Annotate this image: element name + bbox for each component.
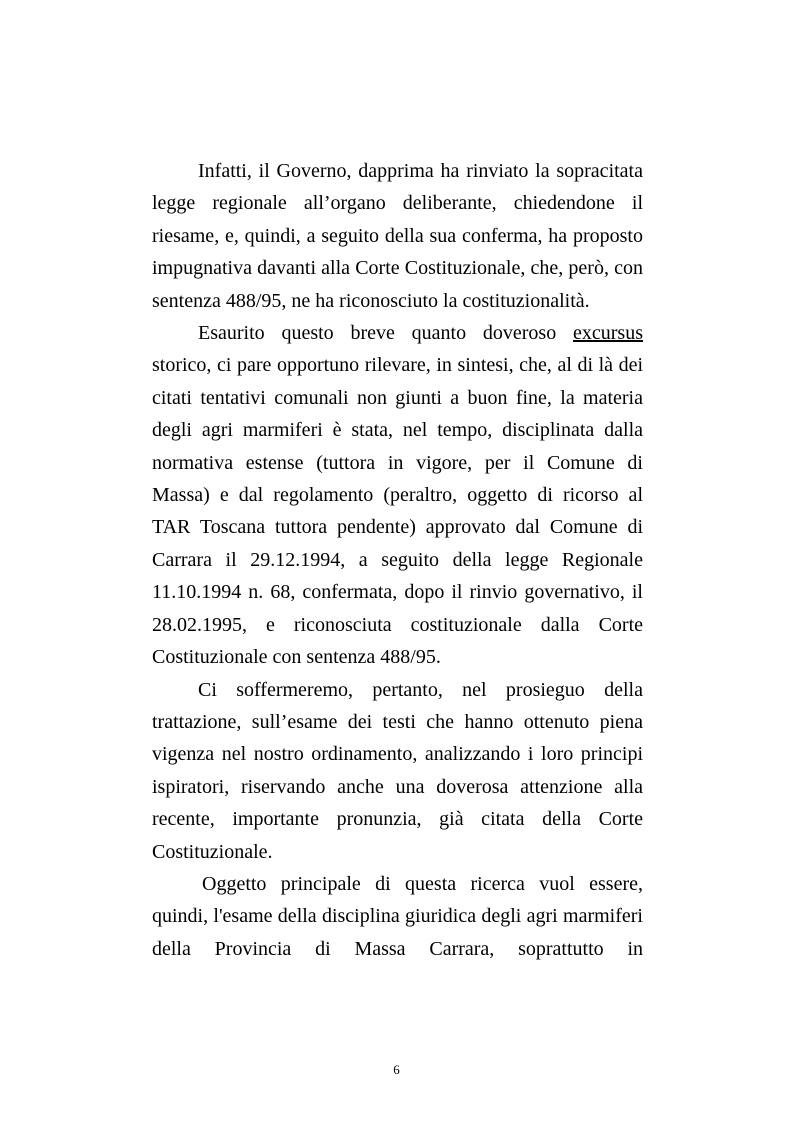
paragraph-excursus-rest: storico, ci pare opportuno rilevare, in sintesi, che, al di là dei citati tentativi comunali non giunti a buon fine, la materia degli agri marmiferi è stata, nel tempo, disciplinata dalla normativa estense (tuttora in vigore, per il Comune di Massa) e dal regolamento (peraltro, oggetto di ricorso al TAR Toscana tuttora pendente) approvato dal Comune di Carrara il 29.12.1994, a seguito della legge Regionale 11.10.1994 n. 68, confermata, dopo il rinvio governativo, il 28.02.1995, e riconosciuta costituzionale dalla Corte Costituzionale con sentenza 488/95. <box>152 354 643 669</box>
page-number: 6 <box>393 1062 400 1077</box>
paragraph-treatment-plan: Ci soffermeremo, pertanto, nel prosieguo della trattazione, sull’esame dei testi che hanno ottenuto piena vigenza nel nostro ordinamento, analizzando i loro principi ispiratori, riservando anche una doverosa attenzione alla recente, importante pronunzia, già citata della Corte Costituzionale. <box>152 678 643 863</box>
body-text <box>152 155 643 965</box>
paragraph-government-referral: Infatti, il Governo, dapprima ha rinviato la sopracitata legge regionale all’organo deliberante, chiedendone il riesame, e, quindi, a seguito della sua conferma, ha proposto impugnativa davanti alla Corte Costituzionale, che, però, con sentenza 488/95, ne ha riconosciuto la costituzionalità. <box>152 160 643 312</box>
paragraph-excursus-lead: Esaurito questo breve quanto doveroso <box>198 322 574 345</box>
excursus-term: excursus <box>573 322 643 345</box>
paragraph-historical-excursus <box>152 317 643 673</box>
paragraph-research-object: Oggetto principale di questa ricerca vuol essere, quindi, l'esame della disciplina giuridica degli agri marmiferi della Provincia di Massa Carrara, soprattutto in <box>152 872 643 960</box>
